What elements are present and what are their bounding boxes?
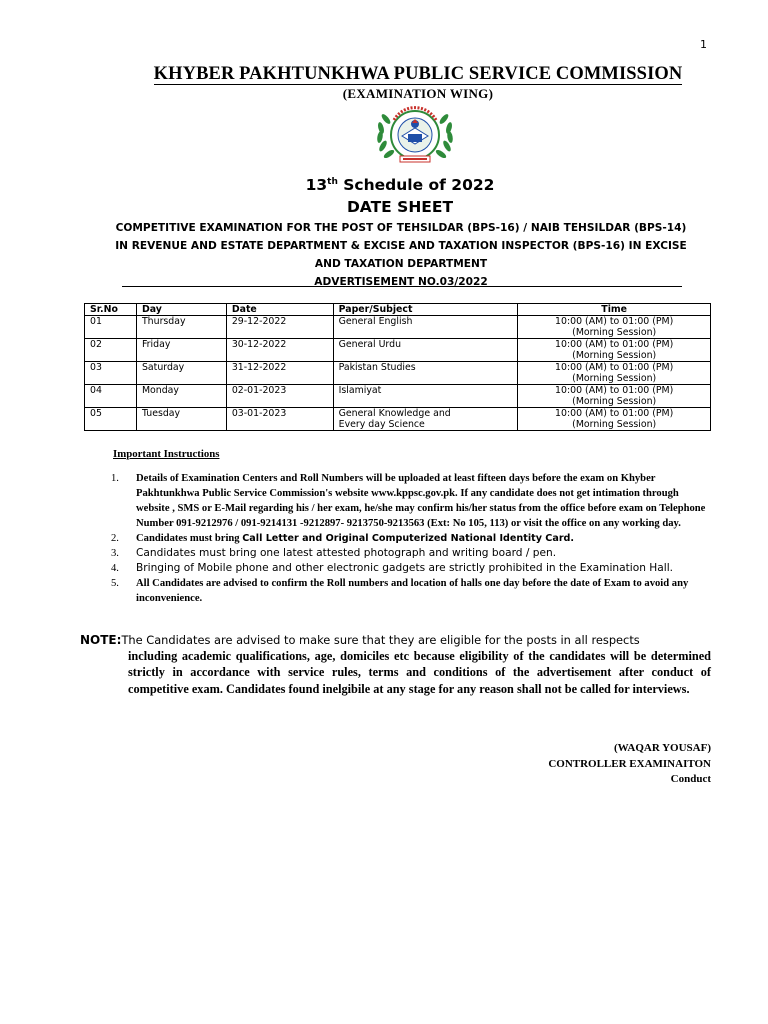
cell-subject [333,316,518,339]
session-label: (Morning Session) [572,373,657,384]
description-line-3: AND TAXATION DEPARTMENT [314,258,488,270]
cell-subject [333,385,518,408]
cell-time [518,408,711,431]
table-row [85,316,711,339]
schedule-text: Schedule of 2022 [337,176,495,194]
date-sheet-heading: DATE SHEET [346,198,454,216]
commission-title [0,64,768,85]
cell-date: 30-12-2022 [226,339,333,362]
instruction-item [111,576,713,606]
subject-line: General Knowledge and [338,408,451,419]
instruction-number: 3. [111,548,119,559]
commission-logo [372,106,458,168]
header-time: Time [518,304,711,316]
instruction-number: 5. [111,578,119,589]
instruction-text: Candidates must bring one latest attested photograph and writing board / pen. [136,547,557,559]
cell-subject [333,408,518,431]
table-row [85,408,711,431]
cell-sr-no: 05 [85,408,137,431]
instruction-text-emphasis: Call Letter and Original Computerized National Identity Card. [242,533,575,544]
instruction-text: Bringing of Mobile phone and other electronic gadgets are strictly prohibited in the Examination Hall. [136,562,674,574]
note-body: including academic qualifications, age, domiciles etc because eligibility of the candidates will be determined strictly in accordance with service rules, terms and conditions of the advertisement after conduct of competitive exam. Candidates found inelgibile at any stage for any reason shall not be called for interviews. [128,649,711,696]
commission-logo-emblem [372,106,458,168]
time-range: 10:00 (AM) to 01:00 (PM) [555,385,674,396]
examination-description [88,219,714,291]
header-subject: Paper/Subject [333,304,518,316]
session-label: (Morning Session) [572,419,657,430]
cell-day: Thursday [136,316,226,339]
signatory-department: Conduct [670,773,711,785]
cell-sr-no: 04 [85,385,137,408]
instruction-item [111,531,713,546]
table-row [85,362,711,385]
table-header-row [85,304,711,316]
subject-line: Islamiyat [338,385,382,396]
instruction-item [111,546,713,561]
note-lead-text: The Candidates are advised to make sure that they are eligible for the posts in all respects [121,633,640,647]
table-row [85,385,711,408]
cell-sr-no: 01 [85,316,137,339]
header-date: Date [226,304,333,316]
instruction-item [111,561,713,576]
instructions-list [111,471,713,606]
instruction-text: All Candidates are advised to confirm the Roll numbers and location of halls one day before the date of Exam to avoid any inconvenience. [136,578,689,604]
schedule-suffix: th [327,177,338,187]
header-day: Day [136,304,226,316]
cell-date: 29-12-2022 [226,316,333,339]
description-line-2: IN REVENUE AND ESTATE DEPARTMENT & EXCISE AND TAXATION INSPECTOR (BPS-16) IN EXCISE [115,240,687,252]
instruction-text: Candidates must bring [136,533,243,544]
instruction-number: 2. [111,533,119,544]
date-sheet-table [84,303,711,431]
page-number: 1 [700,38,707,51]
instruction-text: Details of Examination Centers and Roll Numbers will be uploaded at least fifteen days before the exam on Khyber Pakhtunkhwa Public Service Commission's website www.kppsc.gov.pk. If any candidate does not get intimation through website , SMS or E-Mail regarding his / her exam, he/she may confirm his/her status from the office before exam on Telephone Number 091-9212976 / 091-9214131 -9212897- 9213750-9213563 (Ext: No 105, 113) or visit the office on any working day. [136,473,706,529]
cell-sr-no: 03 [85,362,137,385]
description-line-1: COMPETITIVE EXAMINATION FOR THE POST OF TEHSILDAR (BPS-16) / NAIB TEHSILDAR (BPS-14) [115,222,687,234]
cell-time [518,385,711,408]
subject-line: General Urdu [338,339,402,350]
cell-day: Monday [136,385,226,408]
schedule-number: 13 [305,176,328,194]
header-sr-no: Sr.No [85,304,137,316]
cell-date: 03-01-2023 [226,408,333,431]
instruction-number: 1. [111,473,119,484]
instructions-heading: Important Instructions [113,448,220,460]
instruction-item [111,471,713,531]
cell-date: 31-12-2022 [226,362,333,385]
subject-line: Pakistan Studies [338,362,416,373]
cell-subject [333,339,518,362]
table-row [85,339,711,362]
cell-date: 02-01-2023 [226,385,333,408]
commission-title-text: KHYBER PAKHTUNKHWA PUBLIC SERVICE COMMISSION [153,64,683,84]
cell-time [518,339,711,362]
session-label: (Morning Session) [572,327,657,338]
session-label: (Morning Session) [572,396,657,407]
time-range: 10:00 (AM) to 01:00 (PM) [555,408,674,419]
signatory-name: (WAQAR YOUSAF) [613,742,711,754]
subject-line: General English [338,316,413,327]
signatory-title: CONTROLLER EXAMINAITON [548,758,711,770]
header-divider [122,286,682,287]
note-paragraph [80,632,711,697]
examination-wing-subtitle: (EXAMINATION WING) [342,86,494,101]
cell-subject [333,362,518,385]
cell-time [518,362,711,385]
cell-day: Tuesday [136,408,226,431]
cell-day: Saturday [136,362,226,385]
instruction-number: 4. [111,563,119,574]
time-range: 10:00 (AM) to 01:00 (PM) [555,339,674,350]
schedule-heading [0,176,768,194]
advertisement-number: ADVERTISEMENT NO.03/2022 [314,276,488,288]
note-label: NOTE: [80,633,122,647]
session-label: (Morning Session) [572,350,657,361]
cell-day: Friday [136,339,226,362]
time-range: 10:00 (AM) to 01:00 (PM) [555,316,674,327]
note-first-line [80,632,711,648]
subject-line-2: Every day Science [338,419,425,430]
time-range: 10:00 (AM) to 01:00 (PM) [555,362,674,373]
cell-time [518,316,711,339]
cell-sr-no: 02 [85,339,137,362]
